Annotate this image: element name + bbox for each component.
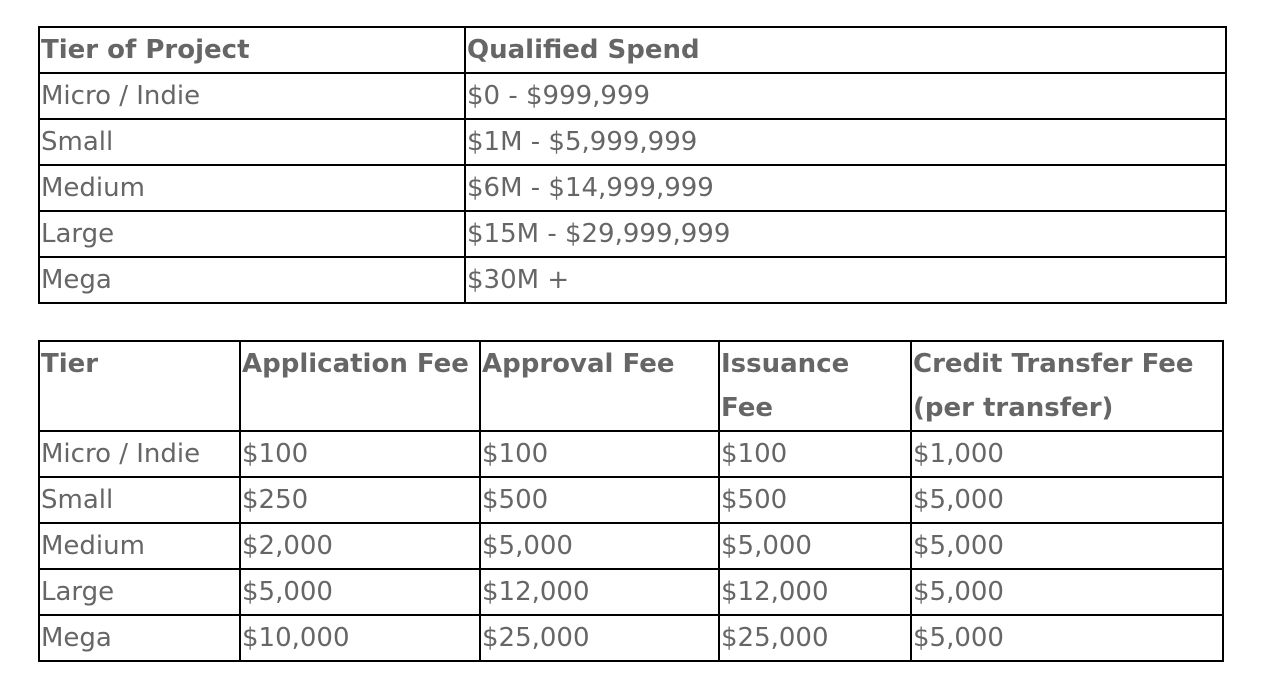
header-issuance-fee: Issuance Fee xyxy=(719,341,911,431)
fee-table xyxy=(38,340,1224,662)
approval-fee-cell: $100 xyxy=(480,431,719,477)
header-credit-transfer-fee: Credit Transfer Fee (per transfer) xyxy=(911,341,1223,431)
table-row xyxy=(39,211,1226,257)
issuance-fee-cell: $5,000 xyxy=(719,523,911,569)
approval-fee-cell: $25,000 xyxy=(480,615,719,661)
table-row xyxy=(39,431,1223,477)
tier-cell: Mega xyxy=(39,615,240,661)
issuance-fee-cell: $12,000 xyxy=(719,569,911,615)
credit-transfer-fee-cell: $5,000 xyxy=(911,477,1223,523)
application-fee-cell: $2,000 xyxy=(240,523,480,569)
table-header-row xyxy=(39,341,1223,431)
header-application-fee: Application Fee xyxy=(240,341,480,431)
application-fee-cell: $250 xyxy=(240,477,480,523)
tier-spend-table xyxy=(38,26,1227,304)
credit-transfer-fee-cell: $5,000 xyxy=(911,523,1223,569)
tier-cell: Large xyxy=(39,569,240,615)
spend-cell: $0 - $999,999 xyxy=(465,73,1226,119)
header-tier: Tier xyxy=(39,341,240,431)
table-header-row xyxy=(39,27,1226,73)
issuance-fee-cell: $25,000 xyxy=(719,615,911,661)
header-approval-fee: Approval Fee xyxy=(480,341,719,431)
approval-fee-cell: $5,000 xyxy=(480,523,719,569)
spend-cell: $1M - $5,999,999 xyxy=(465,119,1226,165)
table-row xyxy=(39,165,1226,211)
tier-cell: Mega xyxy=(39,257,465,303)
spend-cell: $15M - $29,999,999 xyxy=(465,211,1226,257)
table-row xyxy=(39,477,1223,523)
application-fee-cell: $5,000 xyxy=(240,569,480,615)
tier-cell: Medium xyxy=(39,523,240,569)
header-tier-of-project: Tier of Project xyxy=(39,27,465,73)
tier-cell: Large xyxy=(39,211,465,257)
table-row xyxy=(39,73,1226,119)
tier-cell: Small xyxy=(39,477,240,523)
credit-transfer-fee-cell: $5,000 xyxy=(911,569,1223,615)
table-row xyxy=(39,523,1223,569)
table-row xyxy=(39,615,1223,661)
approval-fee-cell: $12,000 xyxy=(480,569,719,615)
table-row xyxy=(39,119,1226,165)
header-qualified-spend: Qualified Spend xyxy=(465,27,1226,73)
tier-cell: Medium xyxy=(39,165,465,211)
table-row xyxy=(39,569,1223,615)
application-fee-cell: $100 xyxy=(240,431,480,477)
spend-cell: $30M + xyxy=(465,257,1226,303)
issuance-fee-cell: $500 xyxy=(719,477,911,523)
issuance-fee-cell: $100 xyxy=(719,431,911,477)
tier-cell: Micro / Indie xyxy=(39,431,240,477)
tier-cell: Small xyxy=(39,119,465,165)
tier-cell: Micro / Indie xyxy=(39,73,465,119)
application-fee-cell: $10,000 xyxy=(240,615,480,661)
credit-transfer-fee-cell: $5,000 xyxy=(911,615,1223,661)
approval-fee-cell: $500 xyxy=(480,477,719,523)
credit-transfer-fee-cell: $1,000 xyxy=(911,431,1223,477)
spend-cell: $6M - $14,999,999 xyxy=(465,165,1226,211)
table-row xyxy=(39,257,1226,303)
